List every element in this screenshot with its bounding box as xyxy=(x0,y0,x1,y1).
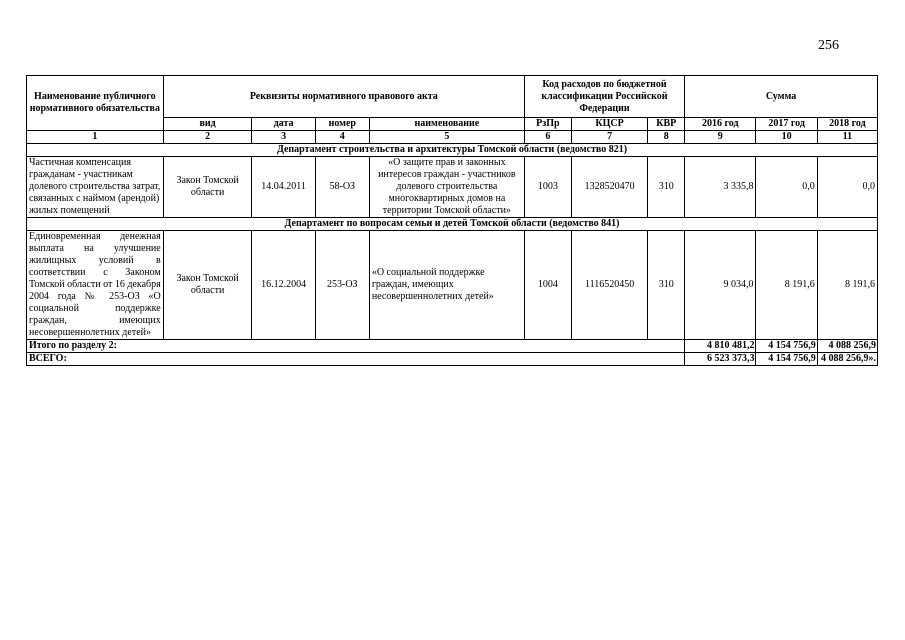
act-type: Закон Томской области xyxy=(163,157,252,218)
act-title: «О защите прав и законных интересов граждан - участников долевого строительства многоквартирных домов на территории Томской области» xyxy=(369,157,524,218)
sum-2018: 0,0 xyxy=(817,157,877,218)
section-total-2017: 4 154 756,9 xyxy=(756,340,817,353)
header-kvr: КВР xyxy=(648,118,685,131)
column-number: 11 xyxy=(817,131,877,144)
grand-total-2017: 4 154 756,9 xyxy=(756,353,817,366)
header-name: Наименование публичного нормативного обязательства xyxy=(27,76,164,131)
header-rzpr: РзПр xyxy=(524,118,571,131)
column-number: 10 xyxy=(756,131,817,144)
budget-table xyxy=(26,75,878,366)
sum-2016: 3 335,8 xyxy=(685,157,756,218)
department-row xyxy=(27,144,878,157)
header-2018: 2018 год xyxy=(817,118,877,131)
column-number: 4 xyxy=(315,131,369,144)
kcsr-code: 1116520450 xyxy=(571,231,648,340)
rzpr-code: 1003 xyxy=(524,157,571,218)
column-number: 5 xyxy=(369,131,524,144)
sum-2017: 0,0 xyxy=(756,157,817,218)
act-number: 253-ОЗ xyxy=(315,231,369,340)
kvr-code: 310 xyxy=(648,231,685,340)
header-2016: 2016 год xyxy=(685,118,756,131)
grand-total-label: ВСЕГО: xyxy=(27,353,685,366)
column-number: 7 xyxy=(571,131,648,144)
sum-2017: 8 191,6 xyxy=(756,231,817,340)
header-vid: вид xyxy=(163,118,252,131)
column-number: 3 xyxy=(252,131,315,144)
section-total-2016: 4 810 481,2 xyxy=(685,340,756,353)
column-number: 9 xyxy=(685,131,756,144)
department-row xyxy=(27,218,878,231)
act-type: Закон Томской области xyxy=(163,231,252,340)
header-code: Код расходов по бюджетной классификации Российской Федерации xyxy=(524,76,684,118)
act-date: 14.04.2011 xyxy=(252,157,315,218)
section-total-2018: 4 088 256,9 xyxy=(817,340,877,353)
department-title: Департамент строительства и архитектуры Томской области (ведомство 821) xyxy=(27,144,878,157)
act-title: «О социальной поддержке граждан, имеющих несовершеннолетних детей» xyxy=(369,231,524,340)
table-row xyxy=(27,231,878,340)
rzpr-code: 1004 xyxy=(524,231,571,340)
act-date: 16.12.2004 xyxy=(252,231,315,340)
header-kcsr: КЦСР xyxy=(571,118,648,131)
column-number-row xyxy=(27,131,878,144)
section-total-row xyxy=(27,340,878,353)
column-number: 1 xyxy=(27,131,164,144)
table-row xyxy=(27,157,878,218)
header-title: наименование xyxy=(369,118,524,131)
section-total-label: Итого по разделу 2: xyxy=(27,340,685,353)
department-title: Департамент по вопросам семьи и детей Томской области (ведомство 841) xyxy=(27,218,878,231)
kvr-code: 310 xyxy=(648,157,685,218)
header-date: дата xyxy=(252,118,315,131)
column-number: 2 xyxy=(163,131,252,144)
header-number: номер xyxy=(315,118,369,131)
header-2017: 2017 год xyxy=(756,118,817,131)
sum-2018: 8 191,6 xyxy=(817,231,877,340)
obligation-name: Единовременная денежная выплата на улучшение жилищных условий в соответствии с Законом Томской области от 16 декабря 2004 года № 253-ОЗ «О социальной поддержке граждан, имеющих несовершеннолетних детей» xyxy=(27,231,164,340)
header-sum: Сумма xyxy=(685,76,878,118)
obligation-name: Частичная компенсация гражданам - участникам долевого строительства затрат, связанных с наймом (арендой) жилых помещений xyxy=(27,157,164,218)
header-requisites: Реквизиты нормативного правового акта xyxy=(163,76,524,118)
grand-total-row xyxy=(27,353,878,366)
kcsr-code: 1328520470 xyxy=(571,157,648,218)
act-number: 58-ОЗ xyxy=(315,157,369,218)
grand-total-2018: 4 088 256,9». xyxy=(817,353,877,366)
grand-total-2016: 6 523 373,3 xyxy=(685,353,756,366)
page-number: 256 xyxy=(818,38,839,53)
column-number: 8 xyxy=(648,131,685,144)
sum-2016: 9 034,0 xyxy=(685,231,756,340)
column-number: 6 xyxy=(524,131,571,144)
